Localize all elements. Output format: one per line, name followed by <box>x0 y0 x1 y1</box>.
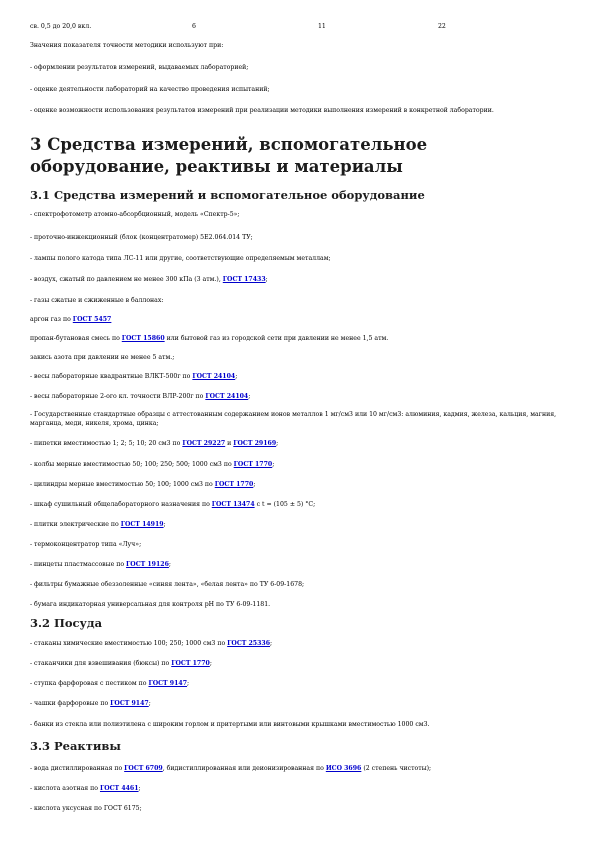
list-item-text: - пипетки вместимостью 1; 2; 5; 10; 20 см3 по <box>30 440 183 447</box>
list-item-text: , бидистиллированная или деионизированная по <box>162 765 326 772</box>
list-item-text: - пинцеты пластмассовые по <box>30 561 127 568</box>
list-item <box>30 255 331 263</box>
list-item <box>30 440 278 448</box>
list-item <box>30 680 189 688</box>
standard-link[interactable]: ГОСТ 1770 <box>233 461 273 468</box>
list-item-text: ; <box>235 373 238 380</box>
standard-link[interactable]: ГОСТ 13474 <box>211 501 255 508</box>
list-item-text: и <box>225 440 234 447</box>
list-item <box>30 700 151 708</box>
list-item-text: ; <box>168 561 171 568</box>
list-item-text: или бытовой газ из городской сети при давлении не менее 1,5 атм. <box>164 335 389 342</box>
standard-link[interactable]: ГОСТ 14919 <box>120 521 164 528</box>
list-item <box>30 481 255 489</box>
standard-link[interactable]: ГОСТ 1770 <box>214 481 254 488</box>
list-item <box>30 276 268 284</box>
list-item-text: - проточно-инжекционный (блок (концентратомер) 5Е2.064.014 ТУ; <box>30 234 253 241</box>
list-item: - оформлении результатов измерений, выдаваемых лабораторией; <box>30 64 249 71</box>
list-item <box>30 211 240 219</box>
standard-link[interactable]: ГОСТ 4461 <box>99 785 139 792</box>
list-item <box>30 785 141 793</box>
list-item-text: ; <box>187 680 190 687</box>
list-item-text: - шкаф сушильный общелабораторного назначения по <box>30 501 212 508</box>
standard-link[interactable]: ГОСТ 9147 <box>110 700 149 707</box>
list-item <box>30 561 171 569</box>
list-item <box>30 521 166 529</box>
list-item-text: - лампы полого катода типа ЛС-11 или другие, соответствующие определяемым металлам; <box>30 255 331 262</box>
list-item <box>30 335 388 343</box>
subsection-heading: 3.1 Средства измерений и вспомогательное оборудование <box>30 188 425 202</box>
standard-link[interactable]: ГОСТ 29227 <box>182 440 226 447</box>
list-item <box>30 765 431 773</box>
list-item-text: - стаканы химические вместимостью 100; 250; 1000 см3 по <box>30 640 228 647</box>
standard-link[interactable]: ГОСТ 1770 <box>171 660 210 667</box>
list-item-text: ; <box>272 461 275 468</box>
subsection-heading: 3.3 Реактивы <box>30 739 121 753</box>
standard-link[interactable]: ИСО 3696 <box>325 765 362 772</box>
list-item <box>30 640 272 648</box>
list-item-text: ; <box>209 660 212 667</box>
list-item-text: - колбы мерные вместимостью 50; 100; 250; 500; 1000 см3 по <box>30 461 234 468</box>
list-item-text: с t = (105 ± 5) °С; <box>254 501 316 508</box>
subsection-heading: 3.2 Посуда <box>30 616 103 630</box>
list-item <box>30 410 560 428</box>
list-item <box>30 581 304 589</box>
list-item <box>30 721 430 729</box>
list-item-text: аргон газ по <box>30 316 73 323</box>
list-item-text: ; <box>248 393 251 400</box>
list-item-text: - весы лабораторные квадрантные ВЛКТ-500г по <box>30 373 193 380</box>
list-item <box>30 354 174 362</box>
list-item-text: - Государственные стандартные образцы с аттестованным содержанием ионов металлов 1 мг/см3 или 10 мг/см3: алюминия, кадмия, железа, кальция, магния, марганца, меди, никеля, хрома, цинка; <box>30 411 557 427</box>
list-item-text: ; <box>138 785 141 792</box>
list-item-text: ; <box>253 481 256 488</box>
list-item-text: - воздух, сжатый по давлением не менее 300 кПа (3 атм.), <box>30 276 223 283</box>
standard-link[interactable]: ГОСТ 19126 <box>126 561 169 568</box>
list-item <box>30 393 250 401</box>
list-item-text: - стаканчики для взвешивания (бюксы) по <box>30 660 172 667</box>
list-item <box>30 297 163 305</box>
list-item-text: пропан-бутановая смесь по <box>30 335 122 342</box>
list-item-text: ; <box>163 521 166 528</box>
list-item <box>30 501 315 509</box>
list-item-text: - газы сжатые и сжиженные в баллонах: <box>30 297 164 304</box>
list-item-text: - вода дистиллированная по <box>30 765 125 772</box>
standard-link[interactable]: ГОСТ 15860 <box>121 335 165 342</box>
standard-link[interactable]: ГОСТ 6709 <box>124 765 163 772</box>
list-item-text: - чашки фарфоровые по <box>30 700 111 707</box>
list-item <box>30 541 141 549</box>
list-item-text: - фильтры бумажные обеззоленные «синяя лента», «белая лента» по ТУ 6-09-1678; <box>30 581 305 588</box>
list-item-text: - спектрофотометр атомно-абсорбционный, модель «Спектр-5»; <box>30 211 240 218</box>
standard-link[interactable]: ГОСТ 9147 <box>148 680 188 687</box>
list-item-text: - бумага индикаторная универсальная для контроля pH по ТУ 6-09-1181. <box>30 601 271 608</box>
standard-link[interactable]: ГОСТ 24104 <box>192 373 236 380</box>
list-item-text: - кислота азотная по <box>30 785 100 792</box>
list-item: - оценке деятельности лабораторий на качество проведения испытаний; <box>30 86 270 93</box>
standard-link[interactable]: ГОСТ 29169 <box>233 440 277 447</box>
standard-link[interactable]: ГОСТ 24104 <box>205 393 249 400</box>
list-item-text: - банки из стекла или полиэтилена с широким горлом и притертыми или винтовыми крышками вместимостью 1000 см3. <box>30 721 430 728</box>
list-item-text: закись азота при давлении не менее 5 атм.; <box>30 354 175 361</box>
list-item-text: ; <box>265 276 268 283</box>
list-item <box>30 805 142 813</box>
list-item-text: - кислота уксусная по ГОСТ 6175; <box>30 805 142 812</box>
list-item: - оценке возможности использования результатов измерений при реализации методики выполнения измерений в конкретной лаборатории. <box>30 107 494 114</box>
list-item-text: - плитки электрические по <box>30 521 121 528</box>
standard-link[interactable]: ГОСТ 17433 <box>222 276 266 283</box>
standard-link[interactable]: ГОСТ 25336 <box>227 640 271 647</box>
section-heading: 3 Средства измерений, вспомогательное оборудование, реактивы и материалы <box>30 135 428 176</box>
list-item-text: ; <box>148 700 151 707</box>
list-item-text: ; <box>276 440 279 447</box>
list-item <box>30 461 274 469</box>
list-item-text: - весы лабораторные 2-ого кл. точности ВЛР-200г по <box>30 393 206 400</box>
list-item-text: ; <box>270 640 273 647</box>
table-cell-range: св. 0,5 до 20,0 вкл. <box>30 23 92 30</box>
list-item-text: - цилиндры мерные вместимостью 50; 100; 1000 см3 по <box>30 481 215 488</box>
list-item <box>30 316 111 324</box>
list-item-text: - термоконцентратор типа «Луч»; <box>30 541 142 548</box>
table-cell-value: 6 <box>192 23 196 30</box>
paragraph: Значения показателя точности методики используют при: <box>30 42 224 49</box>
list-item <box>30 373 237 381</box>
list-item-text: (2 степень чистоты); <box>361 765 432 772</box>
list-item-text: - ступка фарфоровая с пестиком по <box>30 680 149 687</box>
standard-link[interactable]: ГОСТ 5457 <box>72 316 112 323</box>
list-item <box>30 601 270 609</box>
list-item <box>30 660 212 668</box>
table-cell-value: 11 <box>318 23 326 30</box>
list-item <box>30 234 253 242</box>
table-cell-value: 22 <box>438 23 446 30</box>
